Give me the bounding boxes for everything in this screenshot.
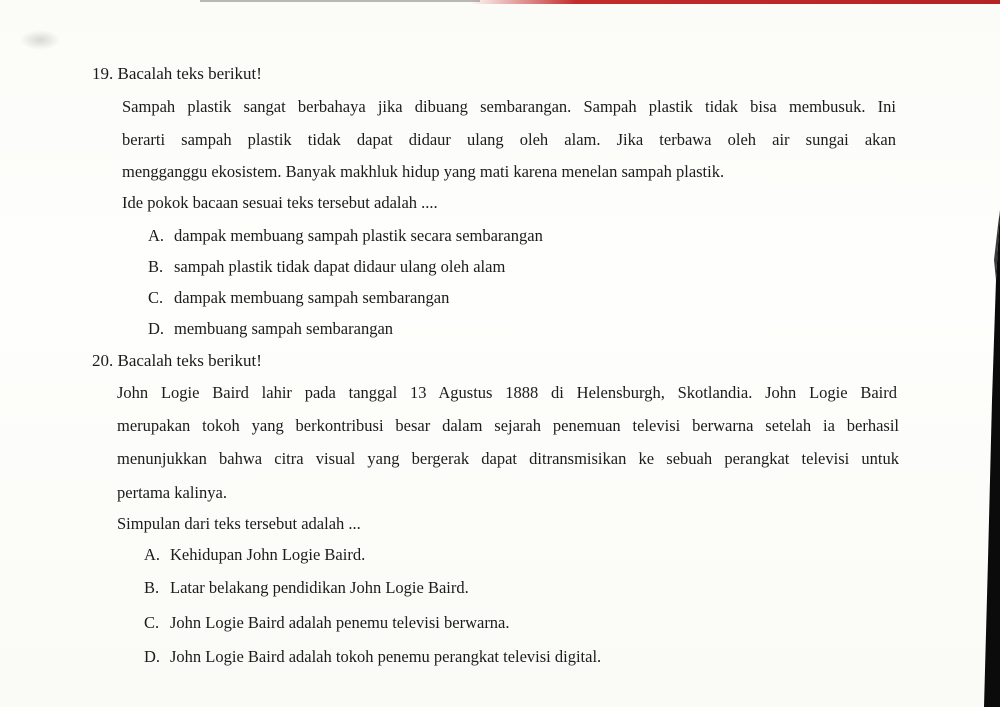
option-letter: C. — [148, 288, 164, 307]
option-text: John Logie Baird adalah penemu televisi berwarna. — [170, 613, 510, 632]
answer-option-c[interactable] — [148, 288, 449, 308]
passage-line: mengganggu ekosistem. Banyak makhluk hidup yang mati karena menelan sampah plastik. — [122, 162, 725, 181]
answer-option-d[interactable] — [148, 319, 393, 339]
option-letter: D. — [144, 647, 161, 666]
question-prompt: Simpulan dari teks tersebut adalah ... — [117, 514, 361, 533]
option-letter: C. — [144, 613, 160, 632]
option-text: Latar belakang pendidikan John Logie Baird. — [170, 578, 469, 597]
answer-option-b[interactable] — [148, 257, 505, 277]
scan-right-edge — [940, 0, 1000, 707]
option-text: membuang sampah sembarangan — [174, 319, 394, 338]
passage-line: merupakan tokoh yang berkontribusi besar dalam sejarah penemuan televisi berwarna setelah ia berhasil — [117, 416, 899, 435]
question-prompt: Ide pokok bacaan sesuai teks tersebut adalah .... — [122, 193, 438, 212]
option-text: sampah plastik tidak dapat didaur ulang oleh alam — [174, 257, 506, 276]
option-letter: A. — [148, 226, 165, 245]
option-letter: D. — [148, 319, 165, 338]
scan-edge-line — [200, 0, 480, 2]
scan-edge-shape — [940, 0, 1000, 707]
question-number: 19. — [92, 64, 114, 83]
option-text: John Logie Baird adalah tokoh penemu perangkat televisi digital. — [170, 647, 602, 666]
question-number: 20. — [92, 351, 114, 370]
answer-option-b[interactable] — [144, 578, 469, 598]
option-letter: A. — [144, 545, 161, 564]
question-instruction: Bacalah teks berikut! — [117, 351, 262, 370]
answer-option-a[interactable] — [144, 545, 365, 565]
question-20-header — [92, 351, 262, 371]
option-text: dampak membuang sampah sembarangan — [174, 288, 450, 307]
option-letter: B. — [148, 257, 164, 276]
answer-option-c[interactable] — [144, 613, 510, 633]
option-letter: B. — [144, 578, 160, 597]
scan-corner-shadow — [20, 30, 60, 50]
answer-option-d[interactable] — [144, 647, 601, 667]
option-text: dampak membuang sampah plastik secara sembarangan — [174, 226, 543, 245]
passage-line: berarti sampah plastik tidak dapat didaur ulang oleh alam. Jika terbawa oleh air sungai akan — [122, 130, 896, 149]
option-text: Kehidupan John Logie Baird. — [170, 545, 366, 564]
answer-option-a[interactable] — [148, 226, 543, 246]
passage-line: pertama kalinya. — [117, 483, 227, 502]
passage-line: Sampah plastik sangat berbahaya jika dibuang sembarangan. Sampah plastik tidak bisa membusuk. Ini — [122, 97, 896, 116]
scan-red-edge — [470, 0, 1000, 4]
passage-line: John Logie Baird lahir pada tanggal 13 Agustus 1888 di Helensburgh, Skotlandia. John Logie Baird — [117, 383, 897, 402]
question-19-header — [92, 64, 262, 84]
passage-line: menunjukkan bahwa citra visual yang bergerak dapat ditransmisikan ke sebuah perangkat televisi untuk — [117, 449, 899, 468]
question-instruction: Bacalah teks berikut! — [117, 64, 262, 83]
